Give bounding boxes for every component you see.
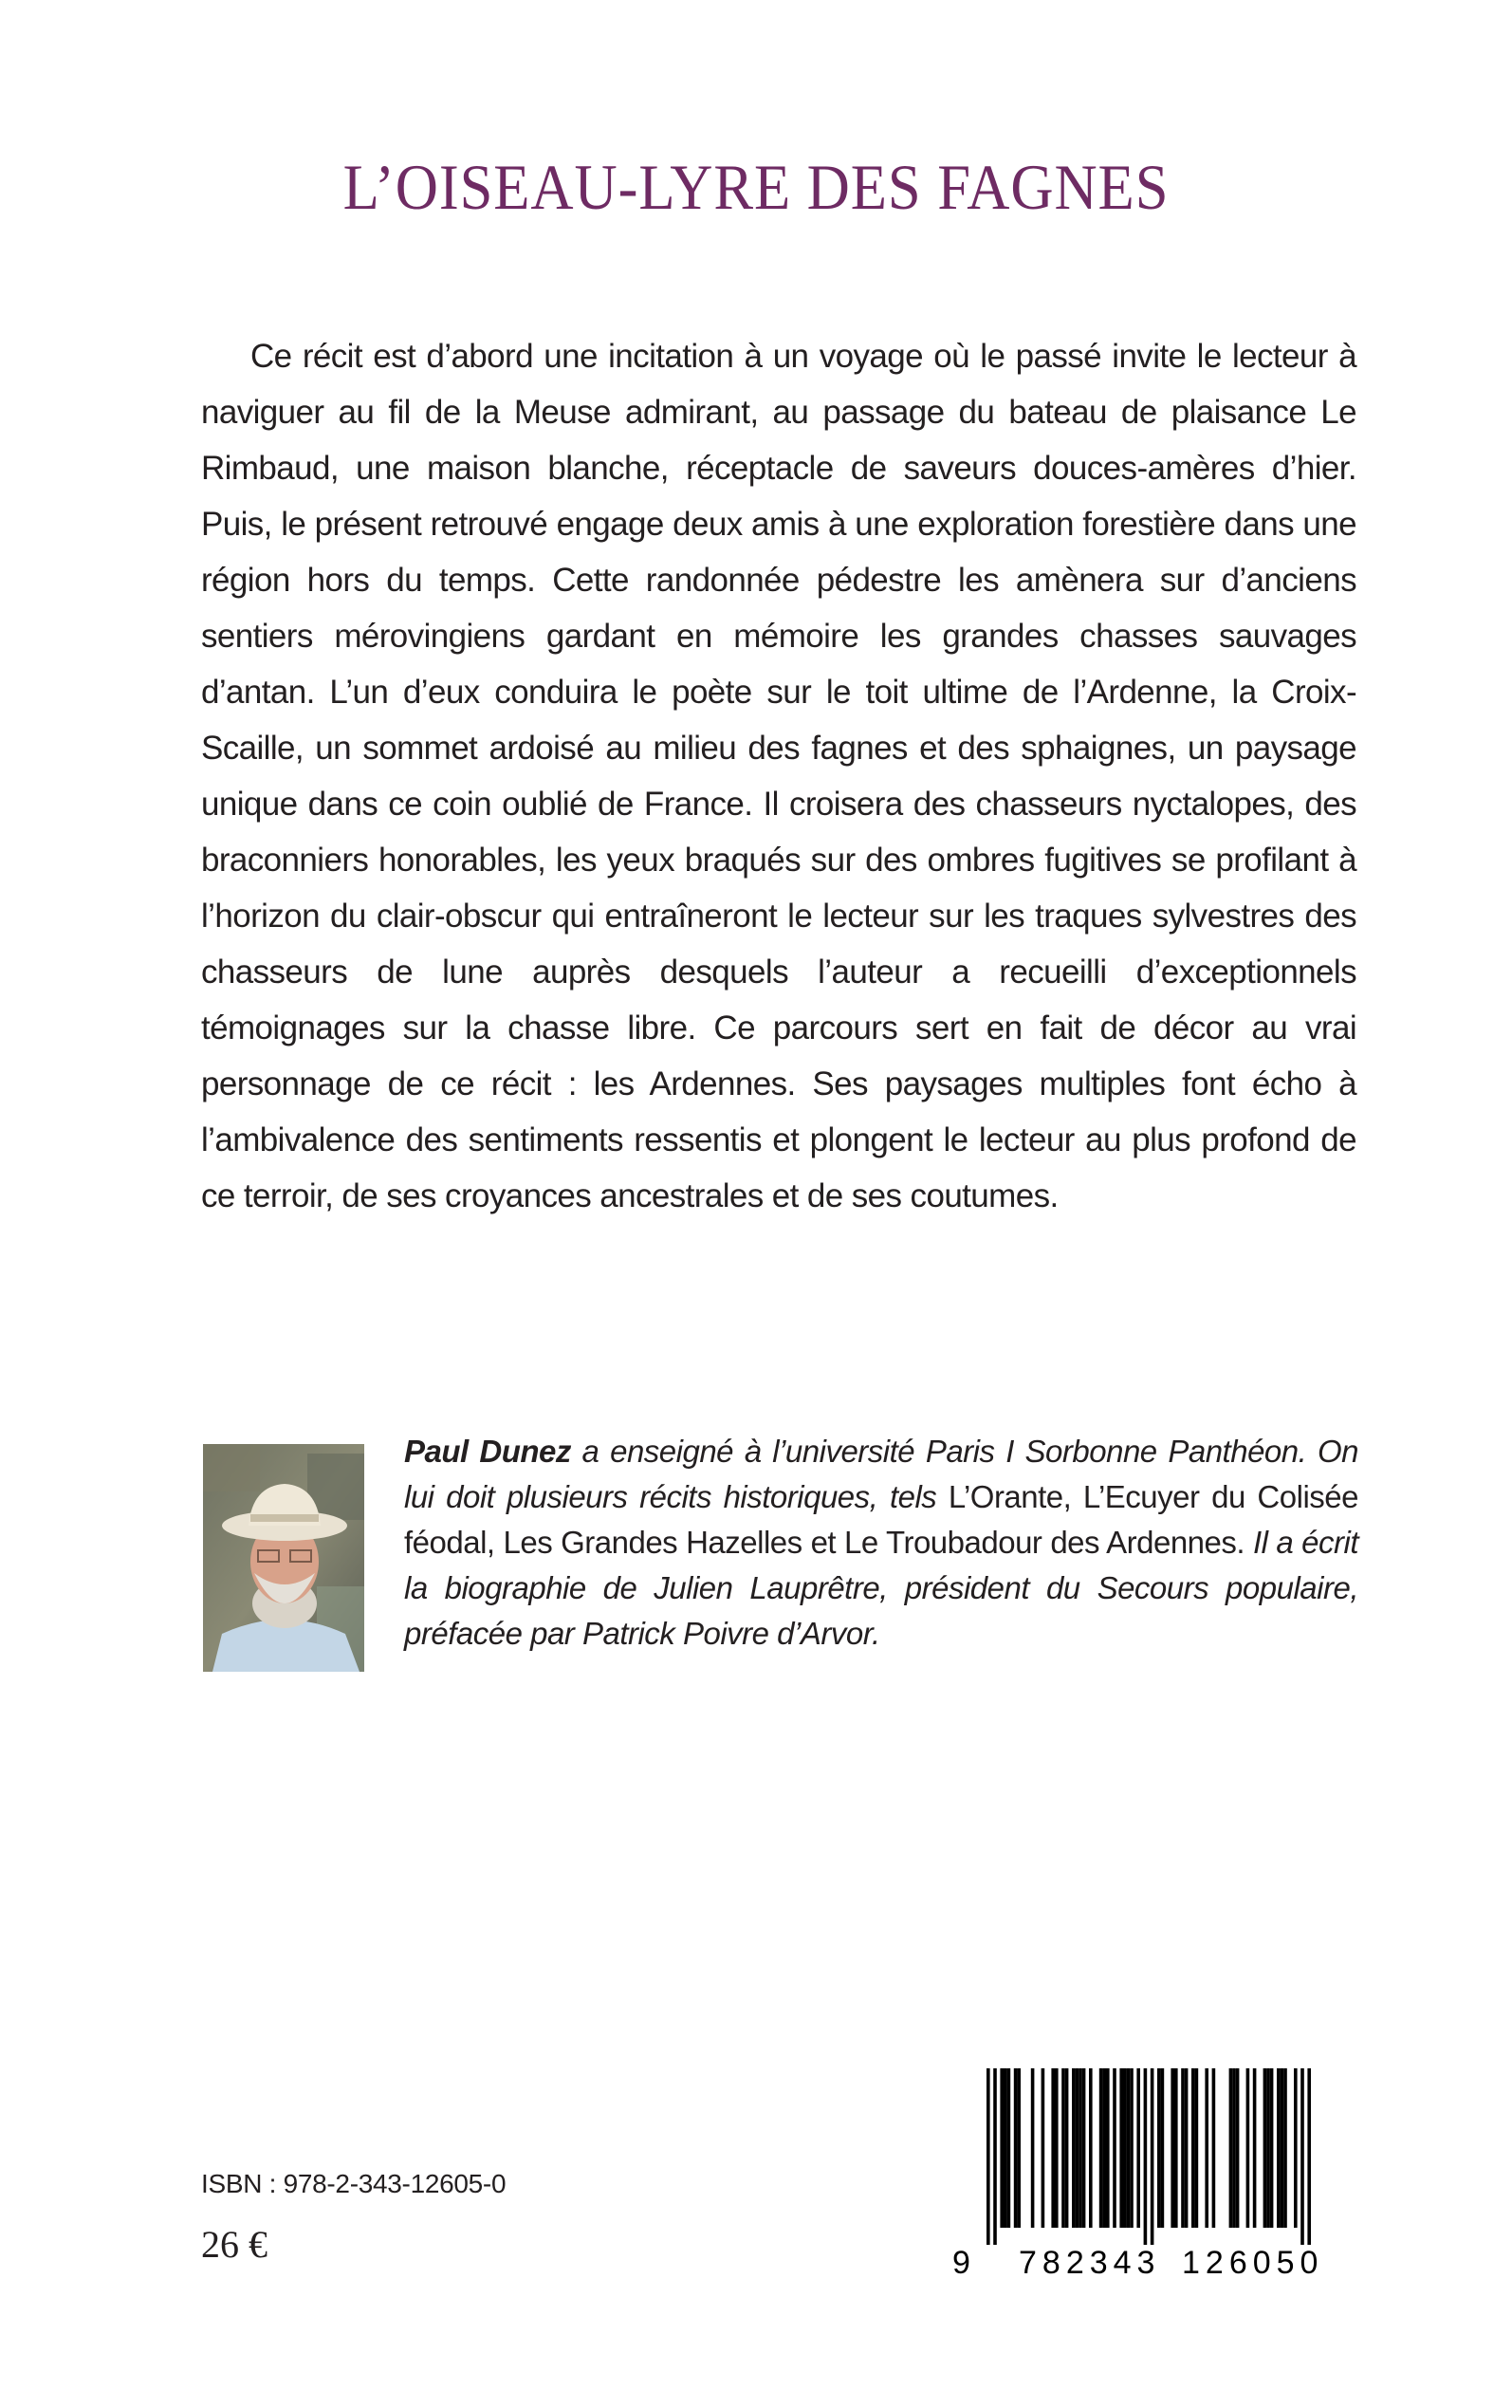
barcode-bar bbox=[1119, 2068, 1123, 2228]
isbn: ISBN : 978-2-343-12605-0 bbox=[201, 2169, 507, 2198]
barcode-bar bbox=[1061, 2068, 1065, 2228]
barcode-bar bbox=[1181, 2068, 1185, 2228]
barcode-bar bbox=[1065, 2068, 1069, 2228]
barcode-bar bbox=[1055, 2068, 1059, 2228]
barcode-bar bbox=[1004, 2068, 1007, 2228]
barcode-bar bbox=[1000, 2068, 1004, 2228]
barcode-bar bbox=[1144, 2068, 1148, 2245]
barcode-bar bbox=[1171, 2068, 1174, 2228]
barcode-bar bbox=[1017, 2068, 1021, 2228]
barcode-bar bbox=[1089, 2068, 1093, 2228]
barcode-bar bbox=[1195, 2068, 1199, 2228]
barcode-bar bbox=[1161, 2068, 1165, 2228]
barcode-bar bbox=[1236, 2068, 1240, 2228]
barcode-bar bbox=[1232, 2068, 1236, 2228]
barcode-bar bbox=[1123, 2068, 1127, 2228]
barcode-bar bbox=[1014, 2068, 1018, 2228]
barcode-bar bbox=[1212, 2068, 1216, 2228]
author-works: L’Orante, L’Ecuyer du Colisée féodal, Les Grandes Hazelles et Le Troubadour des Ardennes. bbox=[404, 1479, 1358, 1560]
author-bio-text-1: a enseigné à l’université Paris I Sorbonne Panthéon. On lui doit plusieurs récits historiques, tels bbox=[404, 1434, 1358, 1514]
barcode-bar bbox=[1229, 2068, 1233, 2228]
barcode-bar bbox=[1151, 2068, 1154, 2245]
barcode-bar bbox=[1300, 2068, 1304, 2245]
barcode-bar bbox=[1072, 2068, 1076, 2228]
barcode-digits-right: 126050 bbox=[1182, 2245, 1324, 2281]
barcode-bar bbox=[1307, 2068, 1311, 2245]
barcode-bar bbox=[1283, 2068, 1287, 2228]
author-name: Paul Dunez bbox=[404, 1434, 571, 1469]
barcode-bar bbox=[993, 2068, 997, 2245]
barcode-bar bbox=[1127, 2068, 1131, 2228]
barcode-bar bbox=[1007, 2068, 1011, 2228]
barcode-bar bbox=[1294, 2068, 1298, 2228]
barcode-bar bbox=[1106, 2068, 1110, 2228]
barcode-bar bbox=[1253, 2068, 1257, 2228]
barcode-bar bbox=[1277, 2068, 1281, 2228]
barcode-bar bbox=[1031, 2068, 1035, 2228]
barcode-bar bbox=[1263, 2068, 1267, 2228]
barcode-bar bbox=[1191, 2068, 1195, 2228]
barcode-bar bbox=[1185, 2068, 1189, 2228]
author-photo bbox=[203, 1444, 364, 1672]
barcode-bar bbox=[1102, 2068, 1106, 2228]
barcode-bar bbox=[1270, 2068, 1274, 2228]
barcode-bar bbox=[986, 2068, 990, 2245]
barcode-bar bbox=[1113, 2068, 1116, 2228]
barcode-bar bbox=[1099, 2068, 1103, 2228]
author-bio bbox=[404, 1429, 1358, 1657]
barcode-digit-first: 9 bbox=[952, 2245, 970, 2281]
barcode-bar bbox=[1157, 2068, 1161, 2228]
barcode-bar bbox=[1079, 2068, 1082, 2228]
back-cover-blurb: Ce récit est d’abord une incitation à un voyage où le passé invite le lecteur à naviguer au fil de la Meuse admirant, au passage du bateau de plaisance Le Rimbaud, une maison blanche, réceptacle de saveurs douces-amères d’hier. Puis, le présent retrouvé engage deux amis à une exploration forestière dans une région hors du temps. Cette randonnée pédestre les amènera sur d’anciens sentiers mérovingiens gardant en mémoire les grandes chasses sauvages d’antan. L’un d’eux conduira le poète sur le toit ultime de l’Ardenne, la Croix-Scaille, un sommet ardoisé au milieu des fagnes et des sphaignes, un paysage unique dans ce coin oublié de France. Il croisera des chasseurs nyctalopes, des braconniers honorables, les yeux braqués sur des ombres fugitives se profilant à l’horizon du clair-obscur qui entraîneront le lecteur sur les traques sylvestres des chasseurs de lune auprès desquels l’auteur a recueilli d’exceptionnels témoignages sur la chasse libre. Ce parcours sert en fait de décor au vrai personnage de ce récit : les Ardennes. Ses paysages multiples font écho à l’ambivalence des sentiments ressentis et plongent le lecteur au plus profond de ce terroir, de ses croyances ancestrales et de ses coutumes. bbox=[201, 338, 1356, 1214]
barcode-bar bbox=[1205, 2068, 1208, 2228]
barcode-bar bbox=[1076, 2068, 1079, 2228]
book-title: L’OISEAU-LYRE DES FAGNES bbox=[342, 151, 1170, 223]
price: 26 € bbox=[201, 2223, 267, 2266]
barcode-bar bbox=[1082, 2068, 1086, 2228]
barcode-bar bbox=[1281, 2068, 1284, 2228]
barcode-bar bbox=[1174, 2068, 1178, 2228]
barcode-bar bbox=[1051, 2068, 1055, 2228]
barcode-digits-left: 782343 bbox=[1019, 2245, 1161, 2281]
author-bio-text-2: Il a écrit la biographie de Julien Lauprêtre, président du Secours populaire, préfacée par Patrick Poivre d’Arvor. bbox=[404, 1525, 1359, 1651]
barcode-bar bbox=[1266, 2068, 1270, 2228]
barcode bbox=[949, 2063, 1356, 2281]
barcode-bar bbox=[1042, 2068, 1045, 2228]
barcode-bar bbox=[1136, 2068, 1140, 2228]
barcode-bar bbox=[1130, 2068, 1134, 2228]
barcode-bar bbox=[1246, 2068, 1250, 2228]
